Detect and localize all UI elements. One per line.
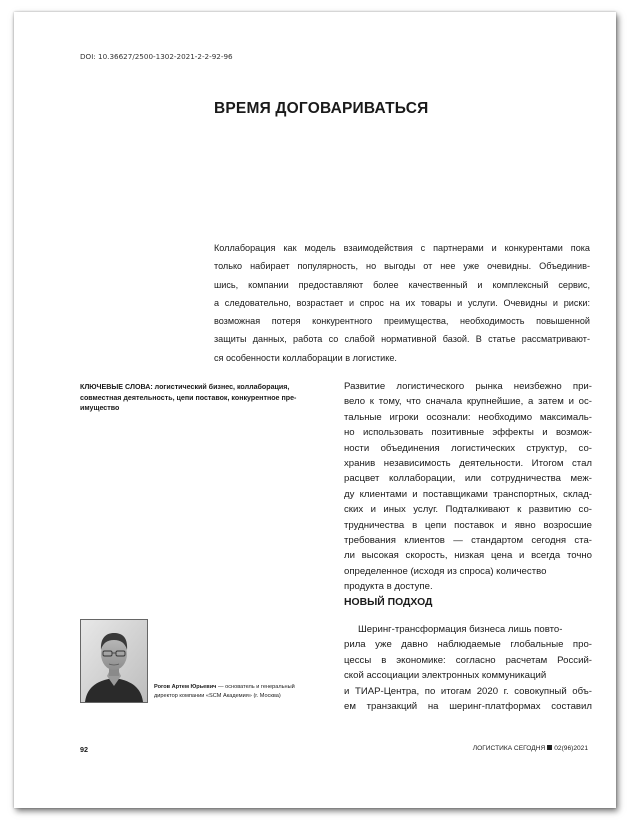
article-title: ВРЕМЯ ДОГОВАРИВАТЬСЯ [214,100,429,117]
author-role: — основатель и генеральный [216,684,295,690]
author-photo [80,619,148,703]
section-body [344,622,592,714]
keywords-line: имущество [80,404,120,413]
abstract-line: а следовательно, возрастает и спрос на их товары и услуги. Очевидны и риски: [214,297,590,308]
author-caption [154,683,314,701]
body-line: хранив независимость деятельности. Итогом стал [344,458,592,470]
journal-footer [473,745,588,752]
abstract-line: ся особенности коллаборации в логистике. [214,352,397,363]
body-line: требования клиентов — стандартом сегодня ста- [344,535,592,547]
body-line: и ТИАР-Центра, по итогам 2020 г. совокупный объ- [344,685,592,697]
abstract-line: возможная потеря конкурентного преимущества, необходимость повышенной [214,316,590,327]
doi-line: DOI: 10.36627/2500-1302-2021-2-2-92-96 [80,52,233,61]
page-number: 92 [80,745,88,754]
body-line: определенное (исходя из спроса) количество [344,565,547,577]
keywords-line: КЛЮЧЕВЫЕ СЛОВА: логистический бизнес, коллаборация, [80,383,290,391]
body-text [344,379,592,595]
abstract [214,239,590,367]
abstract-line: защиты данных, работа со слабой нормативной базой. В статье рассматривают- [214,334,590,345]
body-line: цессы в экономике: согласно расчетам Россий- [344,654,592,666]
body-line: ду клиентами и поставщиками транспортных, склад- [344,488,592,500]
body-line: ли высокая скорость, низкая цена и всегда точно [344,550,592,562]
abstract-line: только набирает популярность, но выгоды от нее уже очевидны. Объединив- [214,261,590,272]
body-line: продукта в доступе. [344,581,433,593]
body-line: тальные игроки осознали: необходимо максималь- [344,411,592,423]
body-line: Развитие логистического рынка неизбежно при- [344,381,592,392]
journal-name: ЛОГИСТИКА СЕГОДНЯ [472,745,546,752]
keywords [80,382,326,414]
body-line: Шеринг-трансформация бизнеса лишь повто- [358,624,563,635]
author-role-line2: директор компании «SCM Академия» (г. Москва) [154,693,281,699]
body-line: ем транзакций на шеринг-платформах составил [344,701,592,713]
square-separator-icon [547,745,552,750]
journal-issue: 02(96)2021 [554,745,588,752]
body-line: ности объединения логистических структур, со- [344,442,592,454]
body-line: но использовать позитивные эффекты и возмож- [344,427,592,439]
section-heading: НОВЫЙ ПОДХОД [344,597,433,608]
body-line: ских и иных услуг. Подталкивают к развитию со- [344,504,592,516]
abstract-line: Коллаборация как модель взаимодействия с партнерами и конкурентами пока [214,243,590,253]
body-line: ской ассоциации электронных коммуникаций [344,670,547,682]
body-line: расцвет коллаборации, или сотрудничества меж- [344,473,592,485]
article-page [14,12,616,808]
body-line: вело к тому, что сначала крупнейшие, а затем и ос- [344,396,592,408]
body-line: рила уже давно наблюдаемые глобальные про- [344,639,592,651]
body-line: трудничества в цепи поставок и явно возросшие [344,519,592,531]
keywords-line: совместная деятельность, цепи поставок, конкурентное пре- [80,393,297,402]
abstract-line: шись, компании предоставляют более качественный и комплексный сервис, [214,279,590,290]
author-name: Рогов Артем Юрьевич [154,684,217,690]
